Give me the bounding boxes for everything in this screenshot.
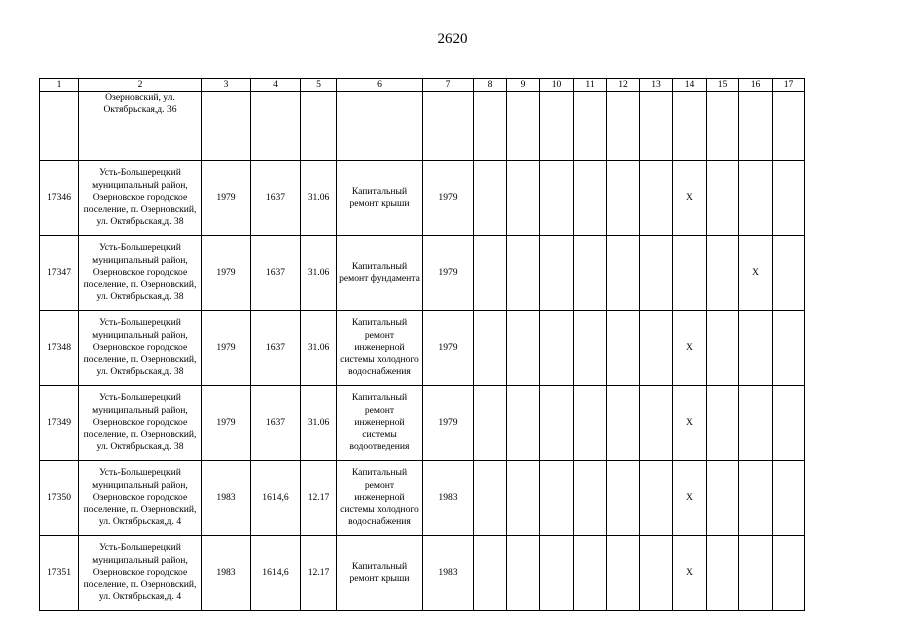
- cell-mark-col-15: [707, 386, 739, 461]
- cell-mark-col-13: [640, 536, 673, 611]
- cell-mark-col-15: [707, 161, 739, 236]
- cell-year: 1979: [202, 236, 251, 311]
- column-header-13: 13: [640, 79, 673, 92]
- cell-mark-col-15: [707, 536, 739, 611]
- cell-id: 17351: [40, 536, 79, 611]
- column-header-12: 12: [607, 79, 640, 92]
- cell-mark-col-14: X: [673, 161, 707, 236]
- cell-id: 17350: [40, 461, 79, 536]
- cell-mark-col-12: [607, 461, 640, 536]
- column-header-15: 15: [707, 79, 739, 92]
- cell-mark-col-15: [707, 311, 739, 386]
- column-header-17: 17: [773, 79, 805, 92]
- cell-address: Усть-Большерецкий муниципальный район, Озерновское городское поселение, п. Озерновский, ул. Октябрьская,д. 38: [79, 386, 202, 461]
- column-header-10: 10: [540, 79, 574, 92]
- column-header-14: 14: [673, 79, 707, 92]
- cell-address: Усть-Большерецкий муниципальный район, Озерновское городское поселение, п. Озерновский, ул. Октябрьская,д. 38: [79, 161, 202, 236]
- cell-mark-col-10: [540, 236, 574, 311]
- cell-mark-col-16: [739, 461, 773, 536]
- cell-mark-col-11: [574, 236, 607, 311]
- cell-address: Усть-Большерецкий муниципальный район, Озерновское городское поселение, п. Озерновский, ул. Октябрьская,д. 4: [79, 461, 202, 536]
- cell-work: Капитальный ремонт крыши: [337, 161, 423, 236]
- cell-year: 1979: [202, 386, 251, 461]
- cell-mark-col-12: [607, 536, 640, 611]
- cell-area: 1637: [251, 161, 301, 236]
- table-row: [40, 161, 805, 236]
- cell-mark-col-10: [540, 311, 574, 386]
- cell-mark-col-8: [474, 386, 507, 461]
- cell-mark-col-13: [640, 386, 673, 461]
- cell-work: Капитальный ремонт инженерной системы холодного водоснабжения: [337, 311, 423, 386]
- cell-mark-col-11: [574, 536, 607, 611]
- cell-work-year: 1979: [423, 386, 474, 461]
- cell-work: Капитальный ремонт крыши: [337, 536, 423, 611]
- cell-mark-col-17: [773, 386, 805, 461]
- cell-year: 1979: [202, 161, 251, 236]
- cell-mark-col-10: [540, 536, 574, 611]
- cell-id: 17349: [40, 386, 79, 461]
- column-header-4: 4: [251, 79, 301, 92]
- column-header-1: 1: [40, 79, 79, 92]
- cell-mark-col-14: X: [673, 386, 707, 461]
- cell-work-year: 1979: [423, 311, 474, 386]
- cell-work-year: 1979: [423, 161, 474, 236]
- column-header-5: 5: [301, 79, 337, 92]
- cell-mark-col-17: [773, 161, 805, 236]
- cell-mark-col-17: [773, 236, 805, 311]
- cell-mark-col-14: X: [673, 536, 707, 611]
- cell-address: Озерновский, ул. Октябрьская,д. 36: [79, 92, 202, 161]
- cell-mark-col-12: [607, 236, 640, 311]
- cell-area: 1637: [251, 311, 301, 386]
- cell-id: 17348: [40, 311, 79, 386]
- cell-mark-col-16: X: [739, 236, 773, 311]
- cell-mark-col-15: [707, 236, 739, 311]
- cell-area: 1614,6: [251, 461, 301, 536]
- cell-id: 17346: [40, 161, 79, 236]
- cell-work-year: 1979: [423, 236, 474, 311]
- cell-mark-col-16: [739, 311, 773, 386]
- cell-mark-col-12: [607, 386, 640, 461]
- cell-mark-col-14: [673, 236, 707, 311]
- cell-mark-col-13: [640, 236, 673, 311]
- cell-year: 1983: [202, 461, 251, 536]
- column-header-7: 7: [423, 79, 474, 92]
- cell-mark-col-8: [474, 311, 507, 386]
- cell-mark-col-10: [540, 386, 574, 461]
- cell-mark-col-17: [773, 311, 805, 386]
- page-number: 2620: [437, 31, 468, 47]
- cell-mark-col-8: [474, 236, 507, 311]
- cell-mark-col-12: [607, 161, 640, 236]
- cell-mark-col-15: [707, 461, 739, 536]
- column-header-11: 11: [574, 79, 607, 92]
- cell-mark-col-9: [507, 386, 540, 461]
- cell-wear: 31.06: [301, 161, 337, 236]
- table-row: [40, 236, 805, 311]
- column-header-6: 6: [337, 79, 423, 92]
- cell-mark-col-11: [574, 311, 607, 386]
- cell-mark-col-9: [507, 311, 540, 386]
- column-header-3: 3: [202, 79, 251, 92]
- cell-work: Капитальный ремонт инженерной системы холодного водоснабжения: [337, 461, 423, 536]
- cell-work: Капитальный ремонт инженерной системы водоотведения: [337, 386, 423, 461]
- cell-mark-col-14: X: [673, 311, 707, 386]
- cell-address: Усть-Большерецкий муниципальный район, Озерновское городское поселение, п. Озерновский, ул. Октябрьская,д. 38: [79, 236, 202, 311]
- cell-mark-col-14: X: [673, 461, 707, 536]
- cell-area: 1637: [251, 386, 301, 461]
- cell-mark-col-11: [574, 161, 607, 236]
- cell-mark-col-9: [507, 161, 540, 236]
- cell-address: Усть-Большерецкий муниципальный район, Озерновское городское поселение, п. Озерновский, ул. Октябрьская,д. 4: [79, 536, 202, 611]
- cell-id: [40, 92, 79, 161]
- cell-mark-col-11: [574, 386, 607, 461]
- cell-mark-col-16: [739, 161, 773, 236]
- table-row: [40, 386, 805, 461]
- cell-mark-col-9: [507, 236, 540, 311]
- cell-mark-col-13: [640, 311, 673, 386]
- cell-mark-col-9: [507, 536, 540, 611]
- cell-work-year: 1983: [423, 536, 474, 611]
- cell-area: 1637: [251, 236, 301, 311]
- cell-mark-col-10: [540, 161, 574, 236]
- header-row: [40, 79, 805, 92]
- table-row: [40, 311, 805, 386]
- column-header-2: 2: [79, 79, 202, 92]
- cell-year: 1979: [202, 311, 251, 386]
- cell-mark-col-11: [574, 461, 607, 536]
- cell-wear: 31.06: [301, 386, 337, 461]
- cell-wear: 12.17: [301, 536, 337, 611]
- cell-address: Усть-Большерецкий муниципальный район, Озерновское городское поселение, п. Озерновский, ул. Октябрьская,д. 38: [79, 311, 202, 386]
- cell-mark-col-17: [773, 536, 805, 611]
- column-header-16: 16: [739, 79, 773, 92]
- cell-mark-col-17: [773, 461, 805, 536]
- cell-mark-col-9: [507, 461, 540, 536]
- cell-mark-col-8: [474, 461, 507, 536]
- registry-table: [39, 78, 805, 611]
- cell-mark-col-16: [739, 536, 773, 611]
- cell-mark-col-8: [474, 536, 507, 611]
- cell-wear: 12.17: [301, 461, 337, 536]
- cell-mark-col-13: [640, 461, 673, 536]
- cell-mark-col-13: [640, 161, 673, 236]
- cell-work: Капитальный ремонт фундамента: [337, 236, 423, 311]
- cell-mark-col-16: [739, 386, 773, 461]
- table-row: [40, 461, 805, 536]
- cell-wear: 31.06: [301, 311, 337, 386]
- column-header-8: 8: [474, 79, 507, 92]
- cell-mark-col-10: [540, 461, 574, 536]
- column-header-9: 9: [507, 79, 540, 92]
- cell-mark-col-12: [607, 311, 640, 386]
- cell-area: 1614,6: [251, 536, 301, 611]
- cell-wear: 31.06: [301, 236, 337, 311]
- table-row: [40, 536, 805, 611]
- cell-work-year: 1983: [423, 461, 474, 536]
- continuation-row: [40, 92, 805, 161]
- cell-mark-col-8: [474, 161, 507, 236]
- cell-year: 1983: [202, 536, 251, 611]
- cell-id: 17347: [40, 236, 79, 311]
